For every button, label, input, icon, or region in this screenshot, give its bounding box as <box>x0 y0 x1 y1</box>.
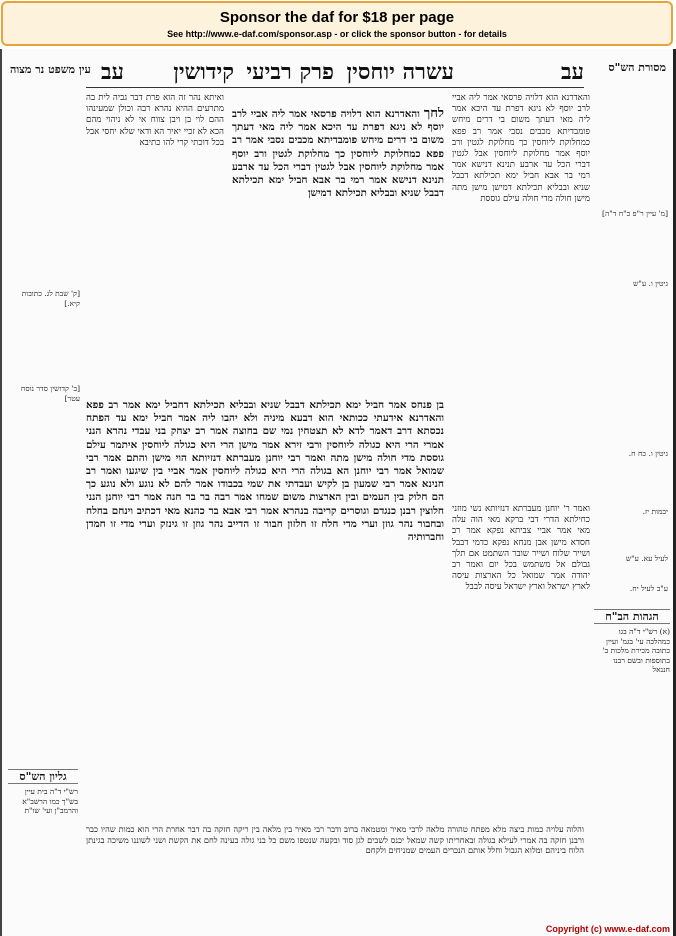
header-tractate: קידושין <box>173 59 234 85</box>
margin-note: [ק' שבת לג. כתובות קיא.] <box>21 289 80 308</box>
mesoret-hashas-title: מסורת הש"ס <box>608 61 666 74</box>
tosafot-commentary: ואיתא נהר זה הוא פרת דבר גביה לית בה מתרעים ההיא נהרא רבה וכולן שמעינהו ההם לוי בן ויבן צווח אי לא ניהוי מהם הכא לא זכיי יאיר הא ודאי שלא יחסי אבל בכל דוכתי קרי להו כתיבא <box>86 93 224 148</box>
margin-note: גיטין ו. כח ח. <box>628 449 668 458</box>
gemara-main-text-wide: בן פנחס אמר חביל ימא תכילתא דבבל שניא ובבליא תכילתא דחביל ימא אמר רב פפא והאדרנא אידעתי ככותאי הוא דבעא מיניה ולא יהבו ליה אמר חביל ימא עד הפתח נכסתא דרב דאמר לדא לא תצטחין נמי שם בחוצה אמר רב יצחק בני עבדי נהרא הנני אמרי הרי היא כגולה ליוחסין ורבי זירא אמר מישן הרי היא כגולה ליוחסין איתמר עילם גוססת מדי חולה מישן מתה ואמר רבי יוחנן מעברתא דנזיותא הוי מישן והתם אמר רבי שמואל אמר רבי יוחנן הא בגולה הרי היא כגולה ליוחסין אמר אביי בין שיגעו ואמר רב חנינא אמר רבי שמעון בן לקיש ועבדתי את שמי בכבודו אמר להם לא נוגע ולא נוגע כך הם חלוק בין העמים ובין הארצות משום שמחו אמר רבה בר בר חנה אמר רבי יוחנן הנני חלוצין רבנן כנגדם וגוסרים קריבה בנהרא אמר רבי אבא בר כהנא מאי דכתיב וינחם בחלח ובחבור נהר גוזן וערי מדי חלח זו חלזון חבור זו הדייב נהר גוזן זו גינזק וערי מדי זו חמדן וחברותיה <box>86 399 444 544</box>
sponsor-banner[interactable] <box>1 1 673 46</box>
ein-mishpat-title: עין משפט נר מצוה <box>10 63 91 76</box>
sponsor-subtitle: See http://www.e-daf.com/sponsor.asp - or click the sponsor button - for details <box>167 29 507 39</box>
header-folio: עב <box>560 59 584 85</box>
rashi-commentary-upper: והאדרנא הוא דלויה פרסאי אמר ליה אביי לרב יוסף לא ניגא דפרת עד היכא אמר ליה מאי דעתך משום בי דרים מיחש פומבדיתא מכבים נסבי אמר רב פפא כמחלוקת ליוחסין כך מחלוקת לגטין ורב יוסף אמר מחלוקת ליוחסין אבל לגטין דברי הכל עד ארבע תנינא דנישא אמר רמי בר אבא חביל ימא תכילתא דבבל שניא ובבליא תכילתא דמישן מישן מתה מישן חולה מדי חולה עילם גוססת <box>452 93 590 204</box>
scan-left-edge <box>0 49 2 936</box>
margin-note: גיטין ו. ע"ש <box>633 279 668 288</box>
margin-note: יבמות יז. <box>642 507 668 516</box>
hagahot-habach-title: הגהות הב"ח <box>594 609 670 624</box>
gilyon-hashas-title: גליון הש"ס <box>8 769 78 784</box>
gilyon-hashas-text: רש"י ד"ה בית עיין בש"ך כמו הרשב"א והרמב"ן ועי' שו"ת <box>22 787 78 815</box>
hagahot-habach-text: (א) רש"י ד"ה בגו כמהלכה עי' בגמ' ועיין כתובה מכירת מלכות ב' בתוספות ובשם רבנו חננאל <box>602 627 670 674</box>
margin-note: [ב' קדושין סדר נוסח עטר] <box>20 384 80 403</box>
page-header <box>86 57 584 88</box>
gemara-lead-word: לחך <box>423 107 444 121</box>
header-perek: פרק רביעי <box>246 59 334 85</box>
sponsor-title-link[interactable]: Sponsor the daf for $18 per page <box>219 9 455 26</box>
bottom-commentary: והלוה עלויה כמות ביצה מלא מפתח טהורה מלאה לרבי מאיר ומטמאה ברוב ודבר רבי מאיר בין מלאה בין ריקה חזקה בה דבר אחרת הרי הוא כמות שהיו כבר ורבנן חזקה בה אמרי לעילא בגולה ובאחריתו קשה שמאל יכנס לשבים לגן סוד ובקעה שנטפו משם כל בני גולה בעינה לחם את הקשת ושני לשוננו משיכה בגינתן הלוח ביניהם ומלוא הגבול וחלל אותם הנכרים העמים שמניחים ולקחם <box>86 824 584 855</box>
header-chapter-name: עשרה יוחסין <box>346 59 454 85</box>
margin-note: לעיל עא. ע"ש <box>625 554 668 563</box>
gemara-text-body: והאדרנא הוא דלויה פרסאי אמר ליה אביי לרב יוסף לא ניגא דפרת עד היכא אמר ליה מאי דעתך משום בי דרים מיחש פומבדיתא מכבים נסבי אמר רב פפא כמחלוקת ליוחסין כך מחלוקת לגטין ורב יוסף אמר מחלוקת ליוחסין אבל לגטין דברי הכל עד ארבע תנינא דנישא אמר רמי בר אבא חביל ימא תכילתא דבבל שניא ובבליא תכילתא דמישן <box>232 108 444 200</box>
copyright-notice[interactable]: Copyright (c) www.e-daf.com <box>545 924 670 934</box>
margin-note: [מ' עיין ר"פ כ"ח ד"ה] <box>602 209 668 218</box>
margin-note: ע"ב לעיל יח. <box>629 584 668 593</box>
talmud-page <box>0 49 676 936</box>
header-amud: עב <box>100 59 124 85</box>
rashi-commentary-lower: ואמר ר' יוחנן מעברתא דנזיותא נשי מוזני כחילתא הדרי דבי ברקא מאי הוה עלה מאי אמר אביי צביתא נפקא אמר רב חסדא מישן אבן מנחא נפקא כדמי דבבל ושייר שלוח ושייר שובר השתמט אם תלך גבולם אל משתמש בכל יום ואמר רב יהודה אמר שמואל כל הארצות עיסה לארץ ישראל וארץ ישראל עיסה לבבל <box>452 504 590 593</box>
